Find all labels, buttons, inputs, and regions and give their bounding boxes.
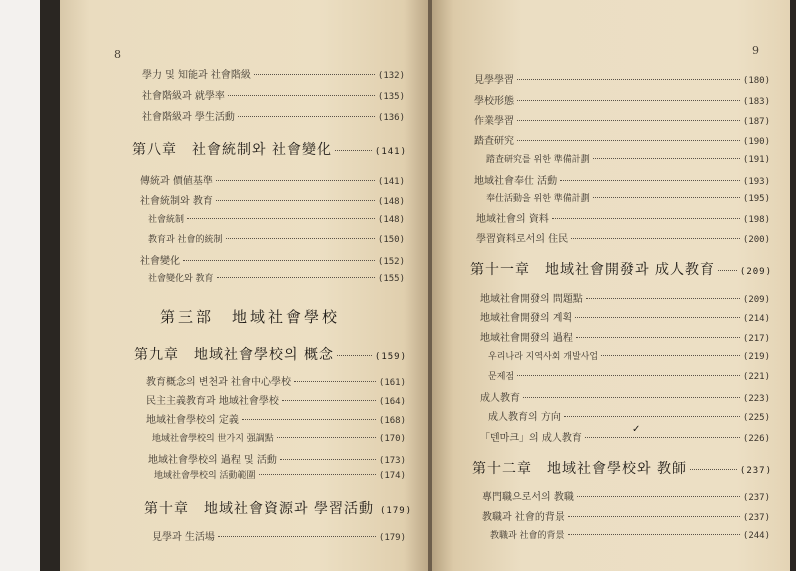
chapter-heading: 第十一章 地域社會開發과 成人教育 (209) xyxy=(470,262,772,278)
toc-entry: 教職과 社會的背景 (237) xyxy=(482,512,770,523)
chapter-heading: 第十二章 地域社會學校와 教師 (237) xyxy=(472,461,772,477)
toc-entry: 社會階級과 學生活動 (136) xyxy=(142,112,405,123)
part-heading: 第三部 地域社會學校 xyxy=(160,308,341,326)
toc-subentry: 地域社會學校의 世가지 强調點 (170) xyxy=(152,434,406,444)
toc-subentry: 奉仕活動을 위한 準備計劃 (195) xyxy=(486,194,770,204)
chapter-heading: 第十章 地域社會資源과 學習活動 (179) xyxy=(144,501,413,517)
toc-subentry: 教育과 社會的統制 (150) xyxy=(148,235,405,245)
toc-subentry: 踏査研究를 위한 準備計劃 (191) xyxy=(486,155,770,165)
toc-entry: 民主主義教育과 地域社會學校 (164) xyxy=(146,396,406,407)
toc-entry: 見學學習 (180) xyxy=(474,75,770,86)
toc-subentry: 地域社會學校의 活動範圍 (174) xyxy=(154,471,406,481)
toc-entry: 專門職으로서의 教職 (237) xyxy=(482,492,770,503)
toc-subentry: 教職과 社會的背景 (244) xyxy=(490,531,770,541)
toc-entry: 社會階級과 就學率 (135) xyxy=(142,91,405,102)
toc-entry: 學力 및 知能과 社會階級 (132) xyxy=(142,70,405,81)
toc-entry: 地域社會開發의 過程 (217) xyxy=(480,333,770,344)
toc-entry: 教育概念의 변천과 社會中心學校 (161) xyxy=(146,377,406,388)
toc-entry: 作業學習 (187) xyxy=(474,116,770,127)
toc-entry: 成人教育 (223) xyxy=(480,393,770,404)
chapter-heading: 第八章 社會統制와 社會變化 (141) xyxy=(132,142,407,158)
toc-entry: 地域社會學校의 過程 및 活動 (173) xyxy=(148,455,406,466)
toc-subentry: 社會統制 (148) xyxy=(148,215,405,225)
toc-entry: 地域社會開發의 問題點 (209) xyxy=(480,294,770,305)
toc-entry: 見學과 生活場 (179) xyxy=(152,532,406,543)
toc-entry: 成人教育의 方向 (225) xyxy=(488,412,770,423)
toc-entry: 學校形態 (183) xyxy=(474,96,770,107)
toc-entry: 社會變化 (152) xyxy=(140,256,405,267)
page-number: 9 xyxy=(752,44,759,57)
toc-entry: 地域社會開發의 계획 (214) xyxy=(480,313,770,324)
toc-subentry: 문제점 (221) xyxy=(488,372,770,382)
toc-entry: 地域社會奉仕 活動 (193) xyxy=(474,176,770,187)
toc-entry: 「덴마크」의 成人教育 (226) xyxy=(480,433,770,444)
page-number: 8 xyxy=(114,48,121,61)
toc-entry: 地域社會學校의 定義 (168) xyxy=(146,415,406,426)
toc-entry: 踏査研究 (190) xyxy=(474,136,770,147)
toc-subentry: 우리나라 지역사회 개발사업 (219) xyxy=(488,352,770,362)
chapter-heading: 第九章 地域社會學校의 概念 (159) xyxy=(134,347,407,363)
toc-entry: 學習資料로서의 住民 (200) xyxy=(476,234,770,245)
toc-entry: 社會統制와 教育 (148) xyxy=(140,196,405,207)
pencil-check-mark: ✓ xyxy=(632,424,641,435)
right-page xyxy=(432,0,790,571)
toc-subentry: 社會變化와 教育 (155) xyxy=(148,274,405,284)
toc-entry: 地域社會의 資料 (198) xyxy=(476,214,770,225)
toc-entry: 傳統과 價値基準 (141) xyxy=(140,176,405,187)
left-page xyxy=(60,0,430,571)
